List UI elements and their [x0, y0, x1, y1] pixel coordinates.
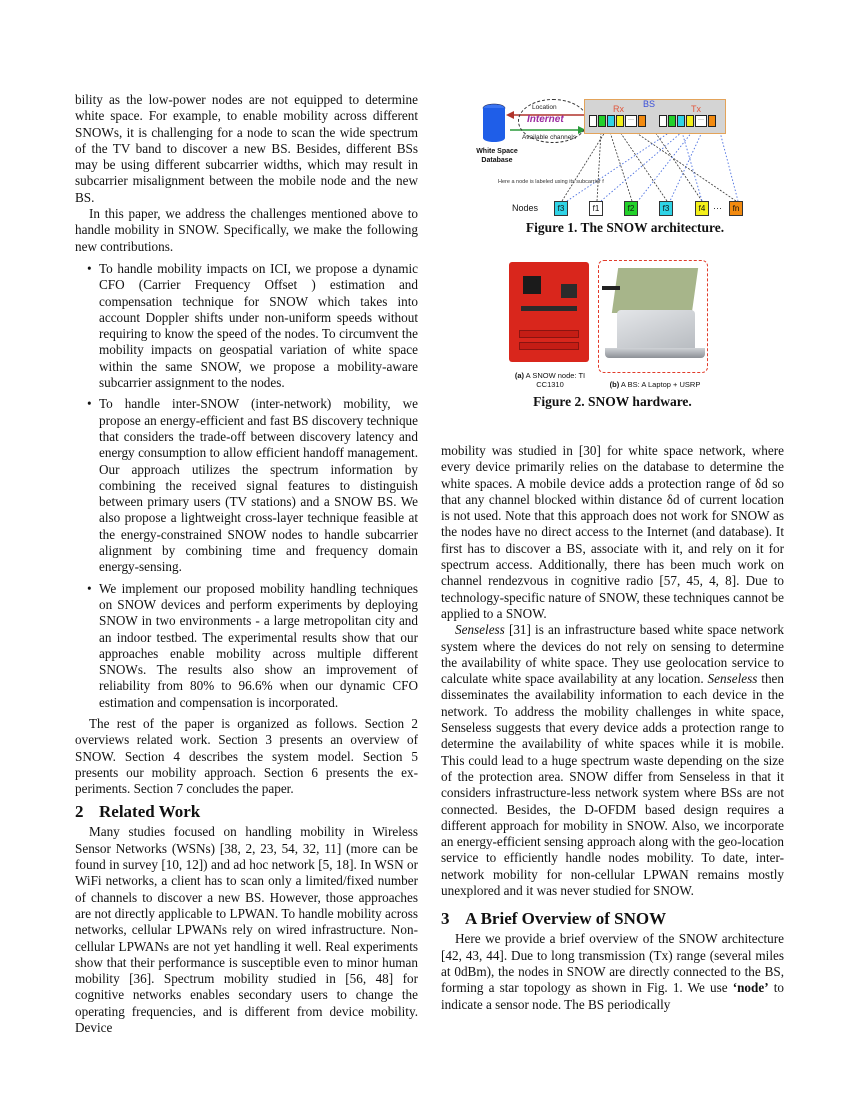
- related-work-continuation: mobility was studied in [30] for white space network, where every device primarily relies on the database to determine the white spaces. A mobile device adds a protection range of δd so that any channel blocked within distance δd of current location is not used. Note that this approach does not work for SNOW as the nodes have no direct access to the Internet (and database). It first has to discover a BS, associate with it, and rely on it for spectrum access. Additionally, there has been much work on channel rendezvous in cognitive radio [57, 45, 4, 8]. Due to technology-specific nature of SNOW, these techniques cannot be applied to a SNOW.: [441, 443, 785, 621]
- channel-slot: [607, 115, 615, 127]
- figure-1-snow-architecture: [470, 95, 780, 235]
- usrp-image: [612, 268, 698, 313]
- related-work-paragraph: Many studies focused on handling mobility in Wireless Sensor Networks (WSNs) [38, 2, 23, 54, 32, 11] (more can be found in survey [10, 12]) and ad hoc network [5, 18]. In WSN or WiFi networks, a client has to scan only a limited/fixed number of channels to discover a new BS. However, those approaches are not directly applicable to LPWAN. To handle mobility across networks, cellular LPWANs rely on wired infrastructure. Non-cellular LPWANs are not yet handling it well. Real experiments show that their performance is susceptible even to minor human mobility [36]. Spectrum mobility studied in [56, 48] for cognitive networks enables secondary users to change the operating frequencies, and is different from device mobility. Device: [75, 824, 418, 1036]
- senseless-paragraph: Senseless [31] is an infrastructure based white space network system where the devices do not rely on sensing to determine the availability of white space. They use geolocation service to calculate white space availability at any location. Senseless then disseminates the availability information to each device in the network. To address the mobility challenges in white space, Senseless suggests that every device adds a protection range to determine the availability of white spaces while it is mobile. This could lead to a huge spectrum waste depending on the size of the protection area. SNOW differ from Senseless in that it considers infrastructure-less network system where BSs are not connected. Besides, the D-OFDM based design requires a different approach for mobility in SNOW. Also, we incorporate an energy-efficient sensing approach along with the geo-location service to efficiently handle nodes mobility. To date, inter-network mobility for non-cellular LPWAN remains mostly unexplored and it was never studied for SNOW.: [441, 622, 784, 899]
- channel-ellipsis: ···: [625, 115, 637, 127]
- internet-label: Internet: [527, 114, 564, 125]
- contributions-list: [75, 261, 418, 711]
- channel-slot: [668, 115, 676, 127]
- nodes-label: Nodes: [512, 203, 539, 213]
- database-label: White Space Database: [476, 148, 518, 164]
- laptop-image: [617, 310, 695, 350]
- tx-label: Tx: [691, 104, 701, 114]
- intro-continuation: bility as the low-power nodes are not equipped to determine white space. For example, to enable mobility across different SNOWs, it is challenging for a node to scan the wide spectrum of the TV band to discover a new BS. Besides, different BSs may be using different subcarrier widths, which may result in subcarrier misalignment between the mobile node and the new BS.: [75, 92, 418, 205]
- channel-slot: [616, 115, 624, 127]
- figure-2-snow-hardware: [505, 258, 720, 418]
- subcarrier-note: Here a node is labeled using its subcarrier f: [498, 179, 604, 185]
- ti-cc1310-board-image: [509, 262, 589, 362]
- laptop-base: [605, 348, 705, 358]
- organization-paragraph: The rest of the paper is organized as follows. Section 2 overviews related work. Section 3 presents an overview of SNOW. Section 4 describes the system model. Section 5 presents our mobility approach. Section 6 presents the experiments. Section 7 concludes the paper.: [75, 715, 418, 797]
- section-title: A Brief Overview of SNOW: [465, 909, 667, 929]
- bs-label: BS: [643, 99, 656, 109]
- channel-slot: [677, 115, 685, 127]
- board-chip: [523, 276, 541, 294]
- section-number: 2: [75, 802, 84, 822]
- location-label: Location: [532, 104, 557, 111]
- figure-2-caption: Figure 2. SNOW hardware.: [533, 394, 692, 409]
- board-slot: [519, 330, 579, 338]
- node-box: f3: [659, 201, 673, 216]
- section-number: 3: [441, 909, 450, 929]
- channel-ellipsis: ···: [695, 115, 707, 127]
- figure-1-caption: Figure 1. The SNOW architecture.: [525, 220, 725, 235]
- contribution-item: • To handle mobility impacts on ICI, we propose a dynamic CFO (Carrier Frequency Offset ) estimation and compensation technique for SNOW which takes into account Doppler shifts under non-uniform speeds without requiring to know the speed of the nodes. To circumvent the mobility impacts on geospatial variation of white space within the same SNOW, we propose a mobility-aware subcarrier assignment to the nodes.: [99, 261, 418, 391]
- left-column: [75, 92, 418, 1036]
- nodes-row: [470, 201, 780, 217]
- board-header: [521, 306, 577, 311]
- available-channels-label: Available channels: [522, 134, 577, 141]
- node-box: f2: [624, 201, 638, 216]
- section-title: Related Work: [99, 802, 201, 822]
- contribution-item: • To handle inter-SNOW (inter-network) mobility, we propose an energy-efficient and fast BS discovery technique that considers the trade-off between discovery latency and energy consumption to allow efficient handoff management. Our approach utilizes the spectrum information by combining the received signal features to distinguish between primary users (TV stations) and a SNOW BS. We also propose a lightweight cross-layer technique feasible at the energy-constrained SNOW nodes to handle subcarrier alignment by combining time and frequency domain energy-sensing.: [99, 396, 418, 575]
- section-heading-overview: [441, 909, 784, 929]
- channel-slot: [638, 115, 646, 127]
- right-column: [441, 443, 784, 1013]
- node-box: fn: [729, 201, 743, 216]
- channel-slot: [598, 115, 606, 127]
- tx-channels: [659, 115, 717, 127]
- channel-slot: [659, 115, 667, 127]
- node-box: f3: [554, 201, 568, 216]
- overview-paragraph: Here we provide a brief overview of the SNOW architecture [42, 43, 44]. Due to long transmission (Tx) range (several miles at 0dBm), the nodes in SNOW are directly connected to the BS, forming a star topology as shown in Fig. 1. We use ‘node’ to indicate a sensor node. The BS periodically: [441, 931, 784, 1012]
- contributions-intro: In this paper, we address the challenges mentioned above to handle mobility in SNOW. Specifically, we make the following new contributions.: [75, 206, 418, 254]
- nodes-ellipsis: ···: [713, 203, 722, 213]
- subcaption-a: (a) A SNOW node: TI CC1310: [514, 371, 586, 389]
- section-heading-related-work: [75, 802, 418, 822]
- channel-slot: [708, 115, 716, 127]
- usrp-cable: [602, 286, 620, 290]
- rx-channels: [589, 115, 647, 127]
- base-station-box: [584, 99, 726, 134]
- node-box: f4: [695, 201, 709, 216]
- subcaption-b: (b) A BS: A Laptop + USRP: [609, 380, 701, 389]
- rx-label: Rx: [613, 104, 624, 114]
- node-box: f1: [589, 201, 603, 216]
- board-slot: [519, 342, 579, 350]
- channel-slot: [686, 115, 694, 127]
- board-component: [561, 284, 577, 298]
- contribution-item: • We implement our proposed mobility handling techniques on SNOW devices and perform experiments by deploying SNOW in two environments - a large metropolitan city and an indoor testbed. The experimental results show that our approaches enable mobility across multiple different SNOWs. The results also show an improvement of reliability from 80% to 96.6% when our dynamic CFO estimation and compensation is incorporated.: [99, 581, 418, 711]
- channel-slot: [589, 115, 597, 127]
